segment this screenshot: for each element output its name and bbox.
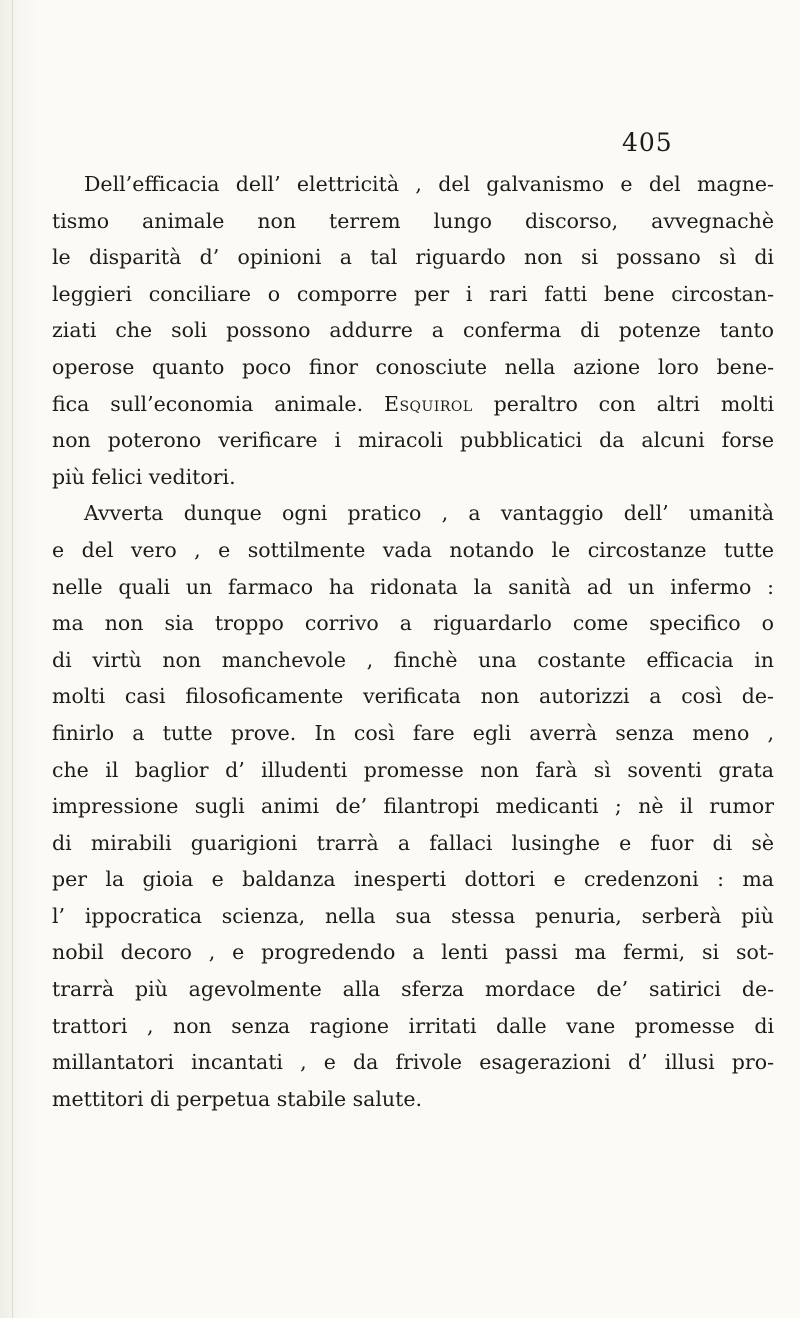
text-line: molti casi filosoficamente verificata non autorizzi a così de- — [52, 684, 774, 709]
text-line: finirlo a tutte prove. In così fare egli averrà senza meno , — [52, 720, 774, 745]
text-line: nelle quali un farmaco ha ridonata la sanità ad un infermo : — [52, 574, 774, 599]
page-number: 405 — [622, 128, 673, 157]
text-line: tismo animale non terrem lungo discorso, avvegnachè — [52, 208, 774, 233]
text-line: l’ ippocratica scienza, nella sua stessa penuria, serberà più — [52, 903, 774, 928]
text-line: trattori , non senza ragione irritati dalle vane promesse di — [52, 1013, 774, 1038]
text-line: Avverta dunque ogni pratico , a vantaggio dell’ umanità — [84, 501, 774, 526]
text-line: le disparità d’ opinioni a tal riguardo non si possano sì di — [52, 245, 774, 270]
text-line: operose quanto poco finor conosciute nella azione loro bene- — [52, 354, 774, 379]
text-line: di virtù non manchevole , finchè una costante efficacia in — [52, 647, 774, 672]
text-line: nobil decoro , e progredendo a lenti passi ma fermi, si sot- — [52, 940, 774, 965]
text-line: Dell’efficacia dell’ elettricità , del galvanismo e del magne- — [84, 172, 774, 196]
text-line: per la gioia e baldanza inesperti dottori e credenzoni : ma — [52, 867, 774, 892]
text-line: di mirabili guarigioni trarrà a fallaci lusinghe e fuor di sè — [52, 830, 774, 855]
text-line: leggieri conciliare o comporre per i rari fatti bene circostan- — [52, 281, 774, 306]
line-segment: peraltro con altri molti — [472, 391, 774, 416]
text-line: ma non sia troppo corrivo a riguardarlo come specifico o — [52, 611, 774, 636]
text-line: trarrà più agevolmente alla sferza mordace de’ satirici de- — [52, 977, 774, 1002]
text-line: più felici veditori. — [52, 464, 236, 489]
author-name: Esquirol — [383, 391, 473, 416]
text-line — [52, 386, 774, 423]
text-line: impressione sugli animi de’ filantropi medicanti ; nè il rumor — [52, 794, 774, 819]
text-line: mettitori di perpetua stabile salute. — [52, 1086, 422, 1111]
text-line: non poterono verificare i miracoli pubblicatici da alcuni forse — [52, 428, 774, 453]
text-line: ziati che soli possono addurre a conferma di potenze tanto — [52, 318, 774, 343]
text-line: e del vero , e sottilmente vada notando le circostanze tutte — [52, 537, 774, 562]
text-line: millantatori incantati , e da frivole esagerazioni d’ illusi pro- — [52, 1050, 774, 1075]
page-gutter — [12, 0, 13, 1318]
body-text — [52, 166, 774, 1117]
line-segment: fica sull’economia animale. — [52, 391, 384, 416]
text-line: che il baglior d’ illudenti promesse non farà sì soventi grata — [52, 757, 774, 782]
